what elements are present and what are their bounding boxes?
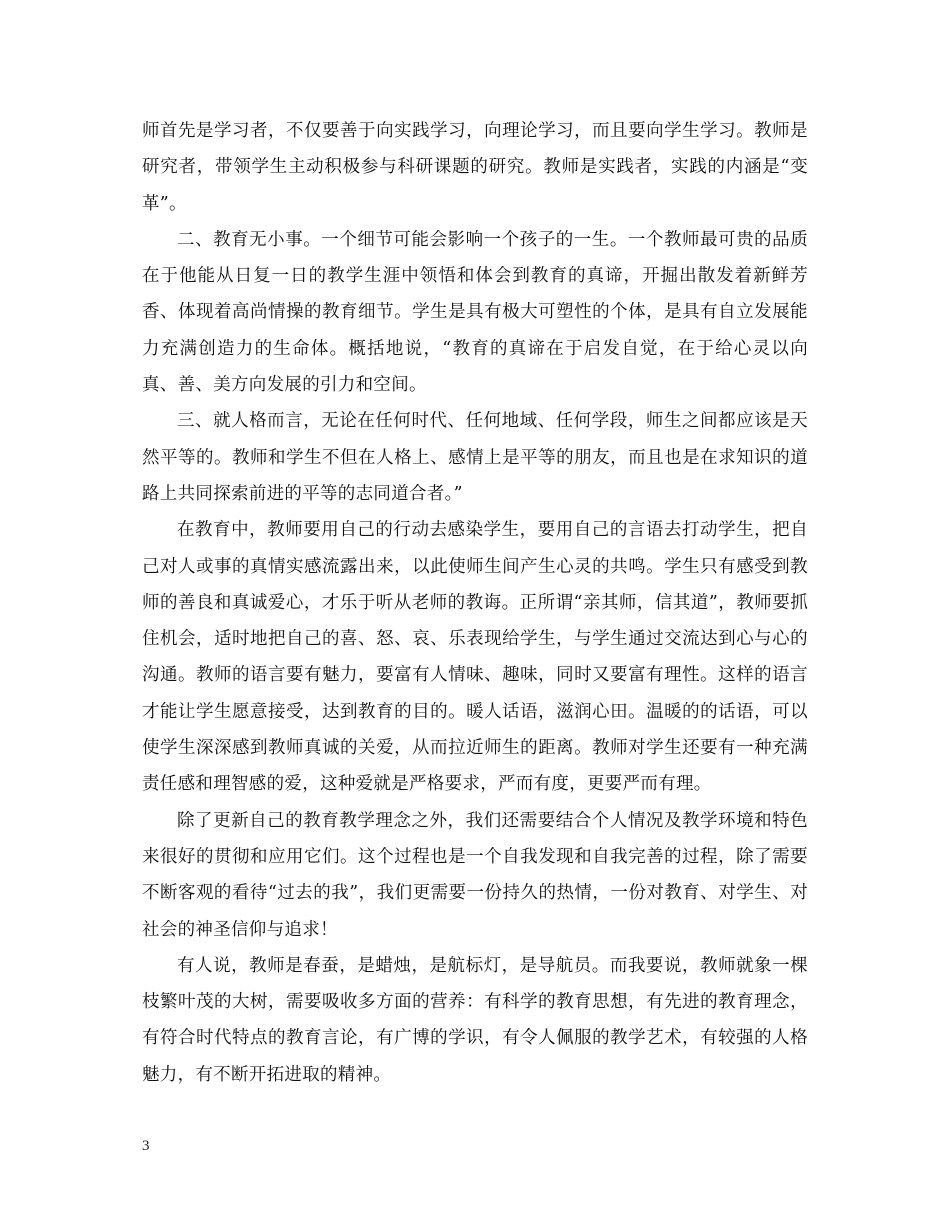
paragraph-5: 除了更新自己的教育教学理念之外，我们还需要结合个人情况及教学环境和特色来很好的贯彻和应用它们。这个过程也是一个自我发现和自我完善的过程，除了需要不断客观的看待“过去的我”，我们更需要一份持久的热情，一份对教育、对学生、对社会的神圣信仰与追求！ (142, 810, 808, 940)
paragraph-4: 在教育中，教师要用自己的行动去感染学生，要用自己的言语去打动学生，把自己对人或事的真情实感流露出来，以此使师生间产生心灵的共鸣。学生只有感受到教师的善良和真诚爱心，才乐于听从老师的教诲。正所谓“亲其师，信其道”，教师要抓住机会，适时地把自己的喜、怒、哀、乐表现给学生，与学生通过交流达到心与心的沟通。教师的语言要有魅力，要富有人情味、趣味，同时又要富有理性。这样的语言才能让学生愿意接受，达到教育的目的。暖人话语，滋润心田。温暖的的话语，可以使学生深深感到教师真诚的关爱，从而拉近师生的距离。教师对学生还要有一种充满责任感和理智感的爱，这种爱就是严格要求，严而有度，更要严而有理。 (142, 520, 808, 795)
document-body (142, 113, 808, 1093)
page-number: 3 (142, 1138, 150, 1154)
paragraph-2: 二、教育无小事。一个细节可能会影响一个孩子的一生。一个教师最可贵的品质在于他能从日复一日的教学生涯中领悟和体会到教育的真谛，开掘出散发着新鲜芳香、体现着高尚情操的教育细节。学生是具有极大可塑性的个体，是具有自立发展能力充满创造力的生命体。概括地说，“教育的真谛在于启发自觉，在于给心灵以向真、善、美方向发展的引力和空间。 (142, 229, 808, 396)
paragraph-1: 师首先是学习者，不仅要善于向实践学习，向理论学习，而且要向学生学习。教师是研究者，带领学生主动积极参与科研课题的研究。教师是实践者，实践的内涵是“变革”。 (142, 121, 808, 214)
paragraph-6: 有人说，教师是春蚕，是蜡烛，是航标灯，是导航员。而我要说，教师就象一棵枝繁叶茂的大树，需要吸收多方面的营养：有科学的教育思想，有先进的教育理念，有符合时代特点的教育言论，有广博的学识，有令人佩服的教学艺术，有较强的人格魅力，有不断开拓进取的精神。 (142, 955, 808, 1085)
paragraph-3: 三、就人格而言，无论在任何时代、任何地域、任何学段，师生之间都应该是天然平等的。教师和学生不但在人格上、感情上是平等的朋友，而且也是在求知识的道路上共同探索前进的平等的志同道合者。” (142, 411, 808, 504)
